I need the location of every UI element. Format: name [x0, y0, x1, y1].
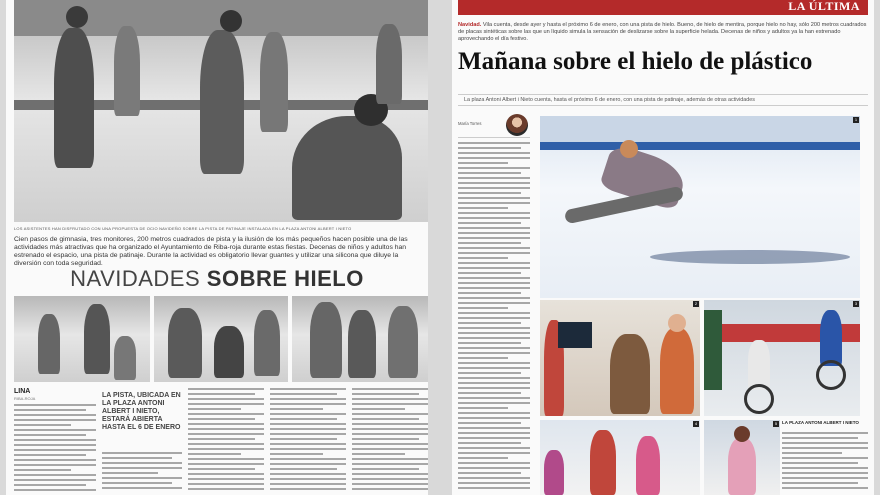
left-newspaper-page — [6, 0, 428, 495]
person-figure — [610, 334, 650, 414]
article-title: LINA — [14, 388, 31, 395]
headline-light: NAVIDADES — [70, 266, 201, 291]
child-figure — [348, 310, 376, 378]
right-body-column-2 — [534, 300, 538, 495]
skater-head — [220, 10, 242, 32]
child-figure — [820, 310, 842, 366]
bike-photo — [704, 300, 860, 416]
headline-bold: SOBRE HIELO — [206, 266, 364, 291]
skater-head — [620, 140, 638, 158]
child-figure — [84, 304, 110, 374]
person-head — [668, 314, 686, 332]
bike-wheel — [816, 360, 846, 390]
photo-number-badge: 5 — [774, 421, 778, 426]
article-section: RIBA-ROJA — [14, 396, 36, 401]
right-body-column-1 — [458, 142, 530, 495]
side-caption-text — [782, 432, 868, 495]
thumb-photo-3 — [292, 296, 428, 382]
person-figure — [590, 430, 616, 495]
body-column-2 — [102, 452, 182, 495]
intro-text: Vila cuenta, desde ayer y hasta el próximo 6 de enero, con una pista de hielo. Bueno, de hielo de mentira, porque hielo no hay, sólo 200 metros cuadrados de placas sintéticas sobre las que un líquido simula la sensación de deslizarse sobre la superficie helada. Decenas de niños y adultos ya la han estrenado aprovechando el día festivo. — [458, 22, 867, 42]
side-caption-title: LA PLAZA ANTONI ALBERT I NIETO — [782, 420, 859, 425]
skater-head — [66, 6, 88, 28]
child-figure — [310, 302, 342, 378]
photo-caption: LOS ASISTENTES HAN DISFRUTADO CON UNA PROPUESTA DE OCIO NAVIDEÑO SOBRE LA PISTA DE PATINAJE INSTALADA EN LA PLAZA ANTONI ALBERT I NIETO — [14, 226, 352, 231]
child-figure — [114, 336, 136, 380]
skating-color-photo — [540, 116, 860, 298]
photo-number-badge: 2 — [694, 301, 698, 306]
thumb-photo-2 — [154, 296, 288, 382]
intro-kicker: Navidad. — [458, 22, 482, 28]
girl-skating-photo — [704, 420, 780, 495]
child-figure — [38, 314, 60, 374]
thumb-photo-1 — [14, 296, 150, 382]
body-column-1 — [14, 404, 96, 495]
body-column-3 — [188, 388, 264, 495]
main-skating-photo — [14, 0, 428, 222]
child-figure — [168, 308, 202, 378]
photo-number-badge: 1 — [854, 117, 858, 122]
skater-figure — [376, 24, 402, 104]
section-banner — [458, 0, 868, 15]
child-figure — [748, 340, 770, 390]
right-newspaper-page — [452, 0, 874, 495]
left-headline — [6, 266, 428, 292]
skater-figure — [54, 28, 94, 168]
crowd-photo — [540, 300, 700, 416]
subhead: La plaza Antoni Albert i Nieto cuenta, hasta el próximo 6 de enero, con una pista de patinaje, además de otras actividades — [458, 94, 868, 106]
person-figure — [636, 436, 660, 495]
screen — [558, 322, 592, 348]
author-avatar — [506, 114, 528, 136]
photo-number-badge: 3 — [854, 301, 858, 306]
byline — [458, 116, 530, 138]
tree — [704, 310, 722, 390]
child-figure — [254, 310, 280, 376]
child-figure — [388, 306, 418, 378]
skater-figure — [292, 116, 402, 220]
pull-quote: LA PISTA, UBICADA EN LA PLAZA ANTONI ALBERT I NIETO, ESTARÁ ABIERTA HASTA EL 6 DE ENERO — [102, 392, 181, 431]
child-head — [734, 426, 750, 442]
person-figure — [544, 450, 564, 495]
skater-shadow — [650, 250, 850, 264]
lead-paragraph: Cien pasos de gimnasia, tres monitores, 200 metros cuadrados de pista y la ilusión de los más pequeños hacen posible una de las actividades más atractivas que ha organizado el Ayuntamiento de Riba-roja durante estas fiestas. Decenas de niños y adultos han estrenado el espacio, una pista de patinaje. Durante la actividad es obligatorio llevar guantes y utilizar una silicona que diluye la diversión con toda seguridad. — [14, 236, 408, 267]
body-column-5 — [352, 388, 428, 495]
body-column-4 — [270, 388, 346, 495]
child-figure — [214, 326, 244, 378]
skater-figure — [260, 32, 288, 132]
right-headline: Mañana sobre el hielo de plástico — [458, 48, 813, 75]
skater-figure — [200, 30, 244, 174]
photo-number-badge: 4 — [694, 421, 698, 426]
family-photo — [540, 420, 700, 495]
skater-figure — [114, 26, 140, 116]
section-label: LA ÚLTIMA — [788, 0, 860, 13]
person-figure — [660, 328, 694, 414]
bike-wheel — [744, 384, 774, 414]
intro-paragraph — [458, 22, 868, 43]
child-figure — [728, 438, 756, 495]
byline-name: María Torres — [458, 121, 482, 126]
